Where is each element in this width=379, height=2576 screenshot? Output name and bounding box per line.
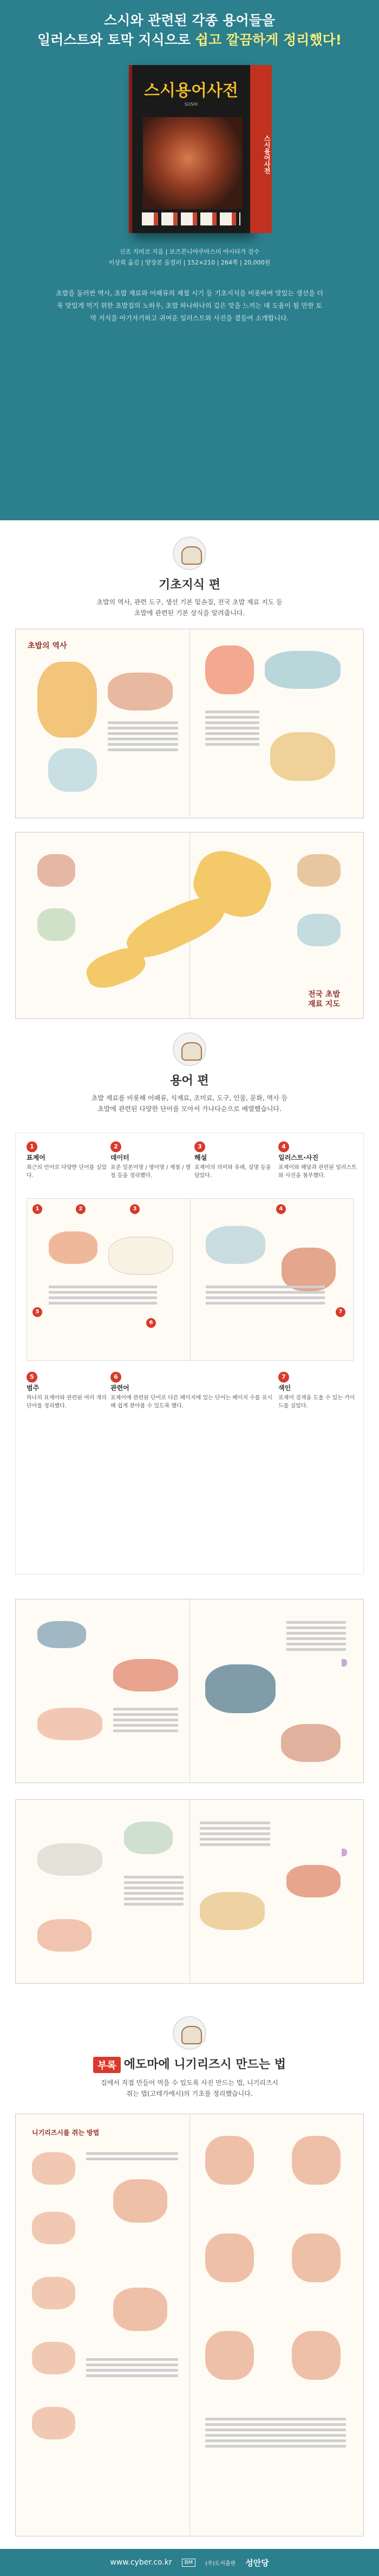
publisher-name: 성안당 [245,2558,269,2568]
legend-item [194,1141,276,1180]
section-terms-header [0,1032,379,1114]
illustration [286,1865,341,1897]
hand-photo [292,2136,341,2185]
callout-number: 6 [146,1318,156,1328]
text-block [124,1876,184,1908]
legend-text: 하나의 표제어와 관련된 여러 개의 단어를 정리했다. [27,1395,107,1409]
japan-map-illustration [82,942,149,993]
footer-bar [0,2549,379,2576]
legend-text: 표제어에 관련된 단어로 다른 페이지에 있는 단어는 페이지 수를 표시해 쉽게 찾아볼 수 있도록 했다. [110,1395,273,1409]
legend-number: 3 [194,1141,205,1152]
text-block [86,2152,178,2163]
illustration [200,1892,265,1930]
terms-legend-panel [15,1133,364,1574]
illustration [49,1231,97,1264]
section-basics-desc-1: 초밥의 역사, 관련 도구, 생선 기본 밑손질, 전국 초밥 재료 지도 등 [96,598,283,606]
legend-text: 표준 일본어명 / 영어명 / 제철 / 별칭 등을 정리했다. [110,1165,191,1179]
section-bonus-header [0,2016,379,2099]
hand-photo [113,2288,167,2331]
fish-illustration [37,1621,86,1648]
book-meta-authors: 신조 지미코 지음 | 보즈콘니야쿠마스미 야시타가 감수 [119,248,260,255]
illustration [48,748,97,792]
illustration [270,732,335,781]
text-block [108,721,178,754]
legend-title: 일러스트·사진 [278,1154,319,1161]
book-meta [0,247,379,268]
spread-how-to [15,2114,364,2536]
spread-terms-2 [15,1799,364,1984]
illustration [37,1919,92,1952]
callout-number: 7 [336,1307,345,1317]
spread-terms-1 [15,1599,364,1783]
section-basics-desc-2: 초밥에 관련된 기본 상식을 알려줍니다. [134,609,245,617]
section-terms-desc-1: 초밥 재료를 비롯해 어패류, 식재료, 조미료, 도구, 인물, 문화, 역사 등 [91,1094,288,1102]
book-intro: 초밥을 둘러싼 역사, 초밥 재료와 어패류의 제철 시기 등 기초지식을 비롯하여 맛있는 생선을 더욱 맛있게 먹기 위한 초밥집의 노하우, 초밥 하나하나의 깊은 맛을 느끼는 데 도움이 될 만한 토막 지식을 아기자기하고 귀여운 일러스트와 사진을 곁들여 소개합니다. [56,289,323,322]
hand-photo [32,2277,75,2309]
headline-line-1: 스시와 관련된 각종 용어들을 [104,12,275,28]
text-block [205,711,259,748]
legend-text: 표제어 검색을 도울 수 있는 가이드를 실었다. [278,1395,355,1409]
section-bonus-title: 에도마에 니기리즈시 만드는 법 [123,2058,286,2071]
text-block [49,1286,157,1307]
sushi-plate-icon [173,1032,206,1066]
legend-number: 5 [27,1372,37,1383]
section-bonus-desc-2: 쥐는 법(고테가에시)의 기초를 정리했습니다. [126,2090,253,2097]
legend-item [27,1141,108,1180]
text-block [200,1822,270,1849]
legend-title: 데이터 [110,1154,129,1161]
hand-photo [205,2233,254,2282]
section-terms-title: 용어 편 [170,1074,209,1088]
legend-title: 범주 [27,1384,40,1392]
spread-map [15,832,364,1019]
callout-number: 1 [32,1204,42,1214]
illustration [282,1248,336,1291]
legend-title: 표제어 [27,1154,45,1161]
legend-text: 최근의 언어로 다양한 단어를 실었다. [27,1165,107,1179]
sushi-photo [143,117,243,209]
asia-map-illustration [37,662,97,738]
illustration [37,1708,102,1740]
map-caption [308,990,340,1009]
hand-photo [292,2331,341,2380]
fish-illustration [205,1664,276,1713]
illustration [281,1724,341,1762]
section-basics-title: 기초지식 편 [159,578,220,592]
book-cover-subtitle: SUSHI [184,102,198,107]
hand-photo [205,2136,254,2185]
spread-history-title: 초밥의 역사 [28,642,67,650]
legend-number: 7 [278,1372,289,1383]
sushi-row-image [142,212,240,225]
legend-number: 4 [278,1141,289,1152]
legend-item [27,1372,108,1410]
publisher-sub: (주)도서출판 [205,2560,236,2567]
sushi-chef-icon [173,537,206,570]
hand-photo [32,2152,75,2185]
callout-number: 5 [32,1307,42,1317]
illustration [108,1237,173,1275]
legend-number: 1 [27,1141,37,1152]
hand-photo [113,2179,167,2223]
publisher-logo-badge: BM [182,2559,196,2567]
text-block [86,2358,178,2380]
legend-text: 표제어와 해당과 관련된 일러스트와 사진을 첨부했다. [278,1165,357,1179]
illustration [37,1843,102,1876]
legend-number: 6 [110,1372,121,1383]
map-caption-line-1: 전국 초밥 [308,990,340,999]
callout-number: 3 [130,1204,140,1214]
legend-item [110,1372,273,1410]
section-bonus-desc-1: 집에서 직접 만들어 먹을 수 있도록 사진 만드는 법, 니기리즈시 [101,2079,278,2087]
hand-photo [32,2342,75,2374]
legend-title: 해설 [194,1154,207,1161]
headline-line-2a: 일러스트와 토막 지식으로 [37,32,195,48]
footer-url-link[interactable]: www.cyber.co.kr [110,2558,172,2567]
illustration [37,854,75,887]
book-meta-specs: 이상희 옮김 | 양장본 올컬러 | 152×210 | 264쪽 | 20,000원 [108,259,271,266]
headline-highlight: 쉽고 깔끔하게 정리했다! [195,32,342,48]
callout-number: 2 [76,1204,86,1214]
legend-title: 관련어 [110,1384,129,1392]
illustration [297,854,341,887]
text-block [113,1708,178,1735]
legend-title: 색인 [278,1384,291,1392]
hero-headline [0,11,379,50]
book-spine: 스시용어사전 [250,65,272,233]
illustration [206,1226,265,1264]
legend-text: 표제어의 의미와 유래, 설명 등을 담았다. [194,1165,271,1179]
hand-photo [205,2331,254,2380]
sushi-platter-icon [173,2016,206,2050]
callout-number: 4 [276,1204,286,1214]
text-block [286,1621,346,1654]
illustration [37,908,75,941]
illustration [205,645,254,694]
hero-banner [0,0,379,520]
hand-photo [32,2212,75,2244]
index-tab [342,1659,347,1667]
illustration [124,1822,173,1854]
map-caption-line-2: 재료 지도 [308,1000,340,1009]
illustration [108,673,173,711]
legend-item [278,1141,360,1180]
hand-photo [32,2407,75,2439]
spread-how-to-title: 니기리즈시를 쥐는 방법 [32,2129,100,2136]
book-cover [129,65,271,233]
legend-item [110,1141,192,1180]
bonus-badge: 부록 [93,2057,121,2073]
illustration [265,651,341,689]
index-tab [342,1849,347,1856]
sample-spread [27,1198,354,1361]
illustration [113,1659,178,1691]
section-basics-header [0,537,379,618]
hand-photo [292,2233,341,2282]
text-block [206,1286,325,1307]
book-cover-title: 스시용어사전 [144,81,238,100]
text-block [205,2418,346,2450]
page-gutter [190,1199,191,1360]
illustration [297,914,341,946]
section-terms-desc-2: 초밥에 관련된 다양한 단어를 모아서 가나다순으로 배열했습니다. [97,1105,282,1113]
legend-item [278,1372,360,1410]
legend-number: 2 [110,1141,121,1152]
spread-history [15,629,364,818]
